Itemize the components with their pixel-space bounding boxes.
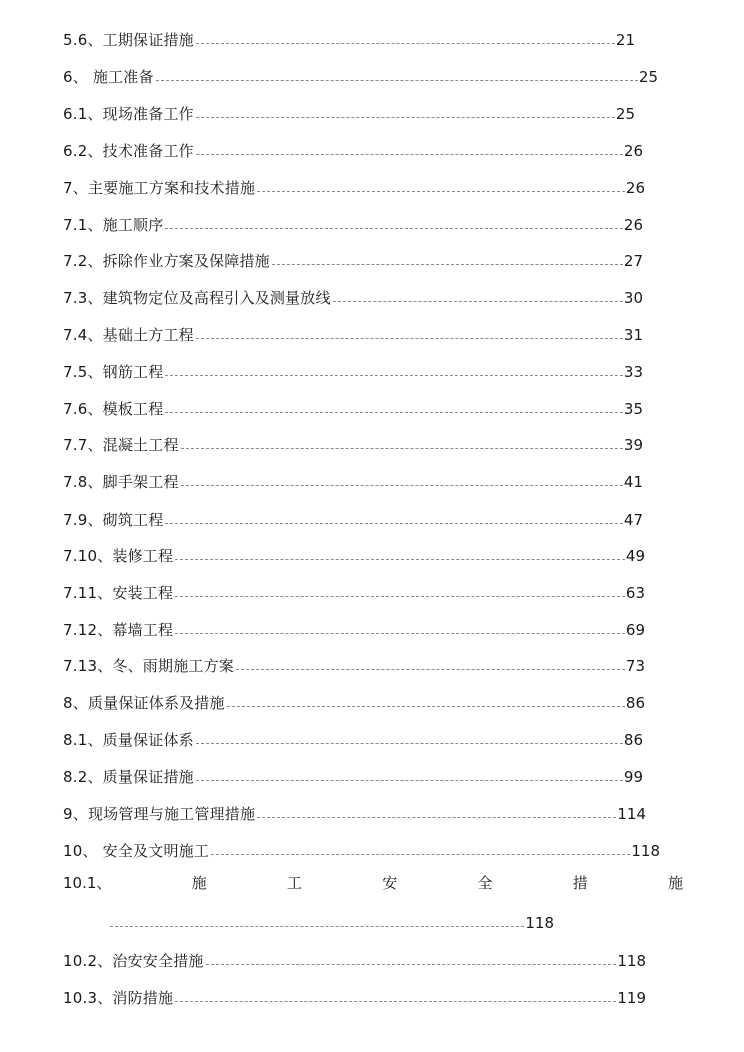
dot-leader (236, 668, 625, 670)
toc-entry-page-number: 118 (631, 842, 660, 860)
dot-leader (272, 263, 623, 265)
toc-entry[interactable] (63, 580, 645, 602)
toc-entry[interactable] (63, 948, 646, 970)
toc-entry-page-number: 119 (617, 989, 646, 1007)
dot-leader (196, 742, 623, 744)
toc-entry[interactable] (63, 838, 660, 860)
toc-entry[interactable] (63, 322, 643, 344)
toc-entry[interactable] (63, 138, 643, 160)
toc-entry-page-number: 26 (623, 216, 643, 234)
dot-leader (165, 522, 622, 524)
toc-entry-page-number: 31 (623, 326, 643, 344)
toc-entry[interactable] (63, 212, 643, 234)
toc-entry[interactable] (63, 690, 645, 712)
toc-entry-title-char: 安 (382, 874, 398, 892)
toc-entry-title: 10、 安全及文明施工 (63, 842, 210, 860)
dot-leader (165, 374, 622, 376)
dot-leader (196, 42, 615, 44)
dot-leader (175, 595, 625, 597)
toc-entry-page-number: 25 (638, 68, 658, 86)
toc-entry[interactable] (63, 248, 643, 270)
dot-leader (196, 779, 623, 781)
toc-entry[interactable] (63, 27, 635, 49)
toc-entry-title: 7.10、装修工程 (63, 547, 174, 565)
toc-entry-page-number: 21 (615, 31, 635, 49)
toc-entry-title: 7.7、混凝土工程 (63, 436, 179, 454)
toc-entry[interactable] (63, 764, 643, 786)
dot-leader (175, 1000, 616, 1002)
toc-entry[interactable] (63, 396, 643, 418)
toc-entry-page-number: 26 (625, 179, 645, 197)
toc-entry-title: 8.2、质量保证措施 (63, 768, 194, 786)
toc-entry-title: 6、 施工准备 (63, 68, 154, 86)
toc-entry-title: 7.1、施工顺序 (63, 216, 164, 234)
toc-entry-title: 6.1、现场准备工作 (63, 105, 194, 123)
dot-leader (206, 963, 617, 965)
toc-entry-continuation (108, 910, 554, 932)
toc-entry-page-number: 35 (623, 400, 643, 418)
toc-entry-title: 7.13、冬、雨期施工方案 (63, 657, 234, 675)
dot-leader (227, 705, 625, 707)
toc-entry-page-number: 63 (625, 584, 645, 602)
toc-entry-title: 7.6、模板工程 (63, 400, 164, 418)
toc-entry[interactable] (63, 617, 645, 639)
dot-leader (196, 116, 615, 118)
toc-entry-page-number: 69 (625, 621, 645, 639)
toc-entry-page-number: 118 (525, 914, 554, 932)
toc-entry-page-number: 49 (625, 547, 645, 565)
dot-leader (257, 816, 616, 818)
toc-entry-title: 7.9、砌筑工程 (63, 511, 164, 529)
toc-entry-title: 9、现场管理与施工管理措施 (63, 805, 256, 823)
toc-entry[interactable] (63, 543, 645, 565)
toc-entry-title-char: 全 (477, 874, 493, 892)
toc-entry-page-number: 33 (623, 363, 643, 381)
dot-leader (165, 227, 622, 229)
toc-entry-page-number: 27 (623, 252, 643, 270)
toc-entry-title: 8、质量保证体系及措施 (63, 694, 225, 712)
toc-entry[interactable] (63, 727, 643, 749)
toc-entry-title: 8.1、质量保证体系 (63, 731, 194, 749)
toc-entry-page-number: 114 (617, 805, 646, 823)
toc-entry[interactable] (63, 432, 643, 454)
toc-entry-number: 10.1、 (63, 874, 112, 892)
toc-entry-title: 7.5、钢筋工程 (63, 363, 164, 381)
toc-entry-page-number: 39 (623, 436, 643, 454)
toc-entry-page-number: 47 (623, 511, 643, 529)
toc-entry[interactable] (63, 359, 643, 381)
toc-entry-title: 7.4、基础土方工程 (63, 326, 194, 344)
dot-leader (175, 632, 625, 634)
toc-entry-page-number: 30 (623, 289, 643, 307)
toc-entry-title-char: 施 (667, 874, 683, 892)
toc-entry-title-char: 措 (572, 874, 588, 892)
toc-entry-title-char: 工 (286, 874, 302, 892)
toc-entry-title: 5.6、工期保证措施 (63, 31, 194, 49)
toc-entry[interactable] (63, 469, 643, 491)
dot-leader (181, 484, 623, 486)
dot-leader (333, 300, 623, 302)
toc-entry-justified[interactable] (63, 874, 683, 896)
toc-entry[interactable] (63, 985, 646, 1007)
dot-leader (181, 447, 623, 449)
toc-entry-page-number: 26 (623, 142, 643, 160)
toc-entry-page-number: 41 (623, 473, 643, 491)
toc-entry-title: 7、主要施工方案和技术措施 (63, 179, 256, 197)
toc-entry-page-number: 118 (617, 952, 646, 970)
toc-entry-title: 7.2、拆除作业方案及保障措施 (63, 252, 270, 270)
toc-entry-title: 7.3、建筑物定位及高程引入及测量放线 (63, 289, 331, 307)
toc-entry-page-number: 99 (623, 768, 643, 786)
dot-leader (175, 558, 625, 560)
toc-entry-title-char: 施 (191, 874, 207, 892)
toc-entry-title: 7.11、安装工程 (63, 584, 174, 602)
dot-leader (196, 153, 623, 155)
toc-entry[interactable] (63, 101, 635, 123)
dot-leader (110, 925, 524, 927)
toc-entry[interactable] (63, 653, 645, 675)
toc-entry[interactable] (63, 175, 645, 197)
dot-leader (156, 79, 638, 81)
toc-entry-title: 7.12、幕墙工程 (63, 621, 174, 639)
toc-entry-title: 7.8、脚手架工程 (63, 473, 179, 491)
toc-entry-page-number: 86 (623, 731, 643, 749)
toc-entry-title: 10.3、消防措施 (63, 989, 174, 1007)
toc-entry-page-number: 73 (625, 657, 645, 675)
toc-entry[interactable] (63, 801, 646, 823)
toc-entry-page-number: 25 (615, 105, 635, 123)
toc-entry-title: 6.2、技术准备工作 (63, 142, 194, 160)
dot-leader (257, 190, 625, 192)
toc-entry[interactable] (63, 285, 643, 307)
dot-leader (165, 411, 622, 413)
dot-leader (211, 853, 630, 855)
toc-entry-page-number: 86 (625, 694, 645, 712)
toc-entry-title: 10.2、治安安全措施 (63, 952, 204, 970)
toc-entry[interactable] (63, 64, 658, 86)
dot-leader (196, 337, 623, 339)
toc-entry[interactable] (63, 507, 643, 529)
